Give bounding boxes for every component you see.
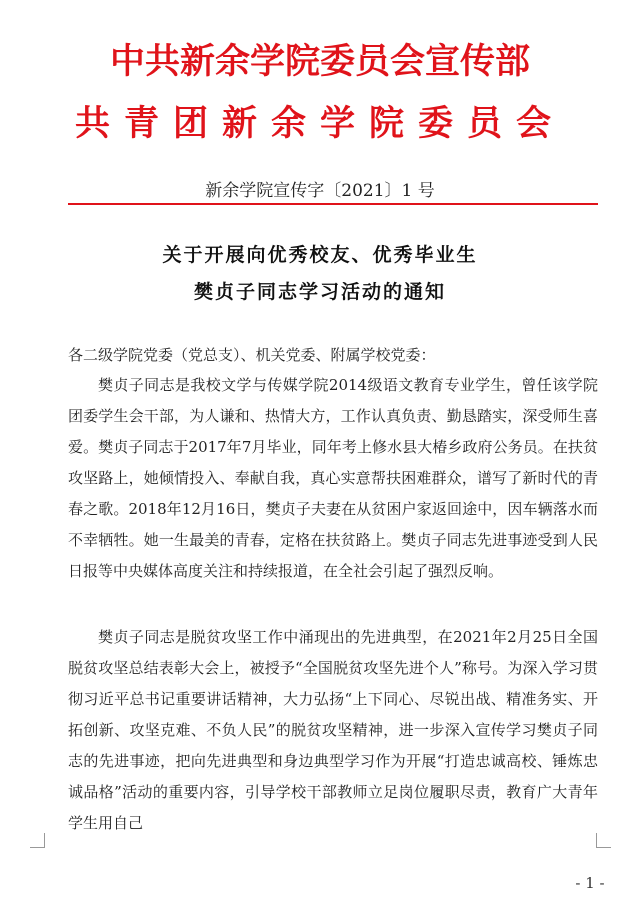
red-divider-line xyxy=(68,203,598,205)
title-line-1: 关于开展向优秀校友、优秀毕业生 xyxy=(162,244,478,266)
body-paragraph-1: 樊贞子同志是我校文学与传媒学院2014级语文教育专业学生，曾任该学院团委学生会干部，为人谦和、热情大方，工作认真负责、勤恳踏实，深受师生喜爱。樊贞子同志于2017年7月毕业，同年考上修水县大椿乡政府公务员。在扶贫攻坚路上，她倾情投入、奉献自我，真心实意帮扶困难群众，谱写了新时代的青春之歌。2018年12月16日，樊贞子夫妻在从贫困户家返回途中，因车辆落水而不幸牺牲。她一生最美的青春，定格在扶贫路上。樊贞子同志先进事迹受到人民日报等中央媒体高度关注和持续报道，在全社会引起了强烈反响。 xyxy=(68,376,598,580)
letterhead-line-2: 共青团新余学院委员会 xyxy=(74,103,565,144)
crop-mark-bottom-left xyxy=(30,833,45,848)
letterhead-line-1: 中共新余学院委员会宣传部 xyxy=(109,41,530,82)
crop-mark-bottom-right xyxy=(596,833,611,848)
title-line-2: 樊贞子同志学习活动的通知 xyxy=(193,281,446,303)
salutation: 各二级学院党委（党总支）、机关党委、附属学校党委： xyxy=(68,346,436,364)
document-number: 新余学院宣传字〔2021〕1 号 xyxy=(205,181,435,201)
page-number: - 1 - xyxy=(575,874,605,892)
body-paragraph-2: 樊贞子同志是脱贫攻坚工作中涌现出的先进典型，在2021年2月25日全国脱贫攻坚总结表彰大会上，被授予“全国脱贫攻坚先进个人”称号。为深入学习贯彻习近平总书记重要讲话精神，大力弘扬“上下同心、尽锐出战、精准务实、开拓创新、攻坚克难、不负人民”的脱贫攻坚精神，进一步深入宣传学习樊贞子同志的先进事迹，把向先进典型和身边典型学习作为开展“打造忠诚高校、锤炼忠诚品格”活动的重要内容，引导学校干部教师立足岗位履职尽责，教育广大青年学生用自己 xyxy=(68,628,598,832)
